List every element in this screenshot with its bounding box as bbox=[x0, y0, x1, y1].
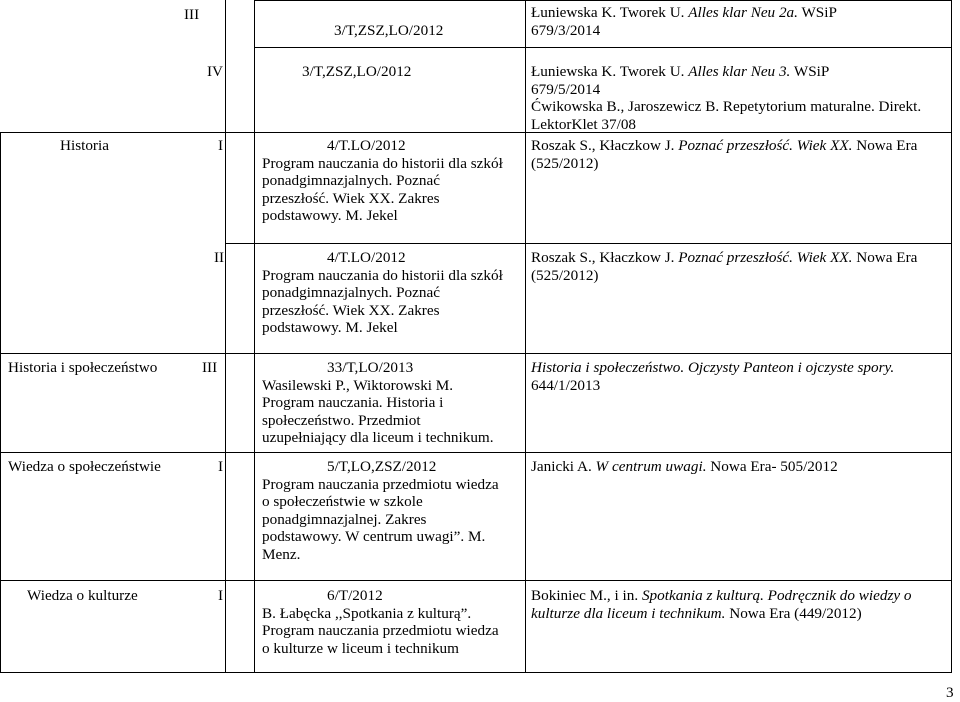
program-line: 33/T,LO/2013 bbox=[327, 359, 414, 376]
table-rule bbox=[0, 452, 952, 453]
textbook-text: Nowa Era bbox=[852, 249, 918, 266]
textbook-title-text: kulturze dla liceum i technikum. bbox=[531, 604, 726, 622]
program-line: Program nauczania. Historia i bbox=[262, 394, 444, 411]
program-line: Program nauczania przedmiotu wiedza bbox=[262, 475, 499, 493]
program-line: ponadgimnazjalnych. Poznać bbox=[262, 284, 440, 301]
textbook-text: (525/2012) bbox=[531, 266, 599, 284]
table-rule bbox=[0, 672, 952, 673]
textbook-line bbox=[531, 249, 917, 267]
textbook-text: WSiP bbox=[797, 4, 837, 21]
textbook-line bbox=[531, 98, 921, 116]
program-line: 3/T,ZSZ,LO/2012 bbox=[302, 63, 412, 80]
subject-cell: Historia bbox=[60, 137, 109, 154]
textbook-title-text: Poznać przeszłość. Wiek XX. bbox=[678, 137, 853, 154]
textbook-text: Łuniewska K. Tworek U. bbox=[531, 63, 689, 80]
program-line: 5/T,LO,ZSZ/2012 bbox=[327, 458, 437, 475]
subject-cell: Historia i społeczeństwo bbox=[8, 359, 158, 376]
textbook-line bbox=[531, 605, 862, 623]
program-line: Menz. bbox=[262, 545, 301, 563]
table-rule bbox=[0, 580, 952, 581]
table-rule bbox=[254, 47, 952, 48]
program-line: społeczeństwo. Przedmiot bbox=[262, 411, 421, 429]
program-line: Program nauczania do historii dla szkół bbox=[262, 154, 503, 172]
table-rule bbox=[951, 0, 952, 672]
textbook-text: (525/2012) bbox=[531, 154, 599, 172]
level-cell: II bbox=[214, 249, 225, 266]
textbook-line bbox=[531, 587, 912, 605]
level-cell: III bbox=[184, 6, 200, 23]
textbook-text: Nowa Era- 505/2012 bbox=[706, 458, 838, 475]
textbook-title-text: W centrum uwagi. bbox=[595, 458, 707, 475]
table-rule bbox=[0, 132, 952, 133]
textbook-text: Nowa Era bbox=[852, 137, 918, 154]
table-rule bbox=[254, 0, 255, 672]
textbook-text: Bokiniec M., i in. bbox=[531, 587, 642, 604]
program-line: przeszłość. Wiek XX. Zakres bbox=[262, 189, 440, 207]
textbook-line bbox=[531, 155, 599, 173]
textbook-text: Janicki A. bbox=[531, 458, 596, 475]
textbook-text: Łuniewska K. Tworek U. bbox=[531, 4, 689, 21]
textbook-title-text: Alles klar Neu 2a. bbox=[688, 4, 798, 21]
table-rule bbox=[525, 0, 526, 672]
table-rule bbox=[0, 353, 952, 354]
program-line: 3/T,ZSZ,LO/2012 bbox=[334, 22, 444, 39]
program-line: Program nauczania do historii dla szkół bbox=[262, 266, 503, 284]
textbook-line bbox=[531, 359, 894, 377]
textbook-line bbox=[531, 22, 600, 40]
textbook-text: Ćwikowska B., Jaroszewicz B. Repetytorium maturalne. Direkt. bbox=[531, 98, 922, 115]
program-line: ponadgimnazjalnej. Zakres bbox=[262, 510, 427, 528]
table-rule bbox=[225, 132, 226, 672]
textbook-line bbox=[531, 137, 917, 155]
textbook-title-text: Alles klar Neu 3. bbox=[688, 63, 791, 80]
program-line: Program nauczania przedmiotu wiedza bbox=[262, 622, 499, 639]
program-line: podstawowy. M. Jekel bbox=[262, 319, 398, 336]
program-line: przeszłość. Wiek XX. Zakres bbox=[262, 301, 440, 319]
table-rule bbox=[254, 0, 952, 1]
subject-cell: Wiedza o kulturze bbox=[27, 587, 138, 604]
page-number: 3 bbox=[946, 684, 954, 701]
level-cell: I bbox=[218, 587, 224, 604]
textbook-line bbox=[531, 267, 599, 285]
textbook-text: LektorKlet 37/08 bbox=[531, 115, 637, 133]
textbook-text: WSiP bbox=[790, 63, 830, 80]
textbook-text: 679/5/2014 bbox=[531, 80, 601, 98]
textbook-line bbox=[531, 4, 837, 22]
program-line: podstawowy. M. Jekel bbox=[262, 207, 398, 224]
textbook-text: Roszak S., Kłaczkow J. bbox=[531, 249, 679, 266]
textbook-line bbox=[531, 458, 838, 476]
program-line: ponadgimnazjalnych. Poznać bbox=[262, 172, 440, 189]
textbook-text: 679/3/2014 bbox=[531, 21, 601, 39]
program-line: podstawowy. W centrum uwagi”. M. bbox=[262, 528, 486, 545]
level-cell: IV bbox=[207, 63, 224, 80]
table-rule bbox=[0, 132, 1, 672]
level-cell: I bbox=[218, 137, 224, 154]
program-line: 4/T.LO/2012 bbox=[327, 249, 406, 266]
program-line: uzupełniający dla liceum i technikum. bbox=[262, 429, 494, 446]
textbook-title-text: Spotkania z kulturą. Podręcznik do wiedzy o bbox=[641, 587, 912, 604]
textbook-line bbox=[531, 81, 600, 99]
program-line: Wasilewski P., Wiktorowski M. bbox=[262, 376, 454, 394]
program-line: 4/T.LO/2012 bbox=[327, 137, 406, 154]
textbook-text: 644/1/2013 bbox=[531, 376, 601, 394]
textbook-line bbox=[531, 63, 829, 81]
program-line: B. Łabęcka ,,Spotkania z kulturą”. bbox=[262, 604, 472, 622]
table-rule bbox=[225, 243, 952, 244]
level-cell: I bbox=[218, 458, 224, 475]
textbook-title-text: Historia i społeczeństwo. Ojczysty Panteon i ojczyste spory. bbox=[531, 359, 895, 376]
textbook-line bbox=[531, 377, 600, 395]
table-rule bbox=[225, 0, 226, 132]
textbook-line bbox=[531, 116, 636, 134]
subject-cell: Wiedza o społeczeństwie bbox=[8, 458, 161, 475]
textbook-title-text: Poznać przeszłość. Wiek XX. bbox=[678, 249, 853, 266]
program-line: o kulturze w liceum i technikum bbox=[262, 639, 459, 657]
level-cell: III bbox=[202, 359, 218, 376]
program-line: o społeczeństwie w szkole bbox=[262, 493, 423, 510]
textbook-text: Nowa Era (449/2012) bbox=[725, 604, 862, 622]
program-line: 6/T/2012 bbox=[327, 587, 383, 604]
textbook-text: Roszak S., Kłaczkow J. bbox=[531, 137, 679, 154]
